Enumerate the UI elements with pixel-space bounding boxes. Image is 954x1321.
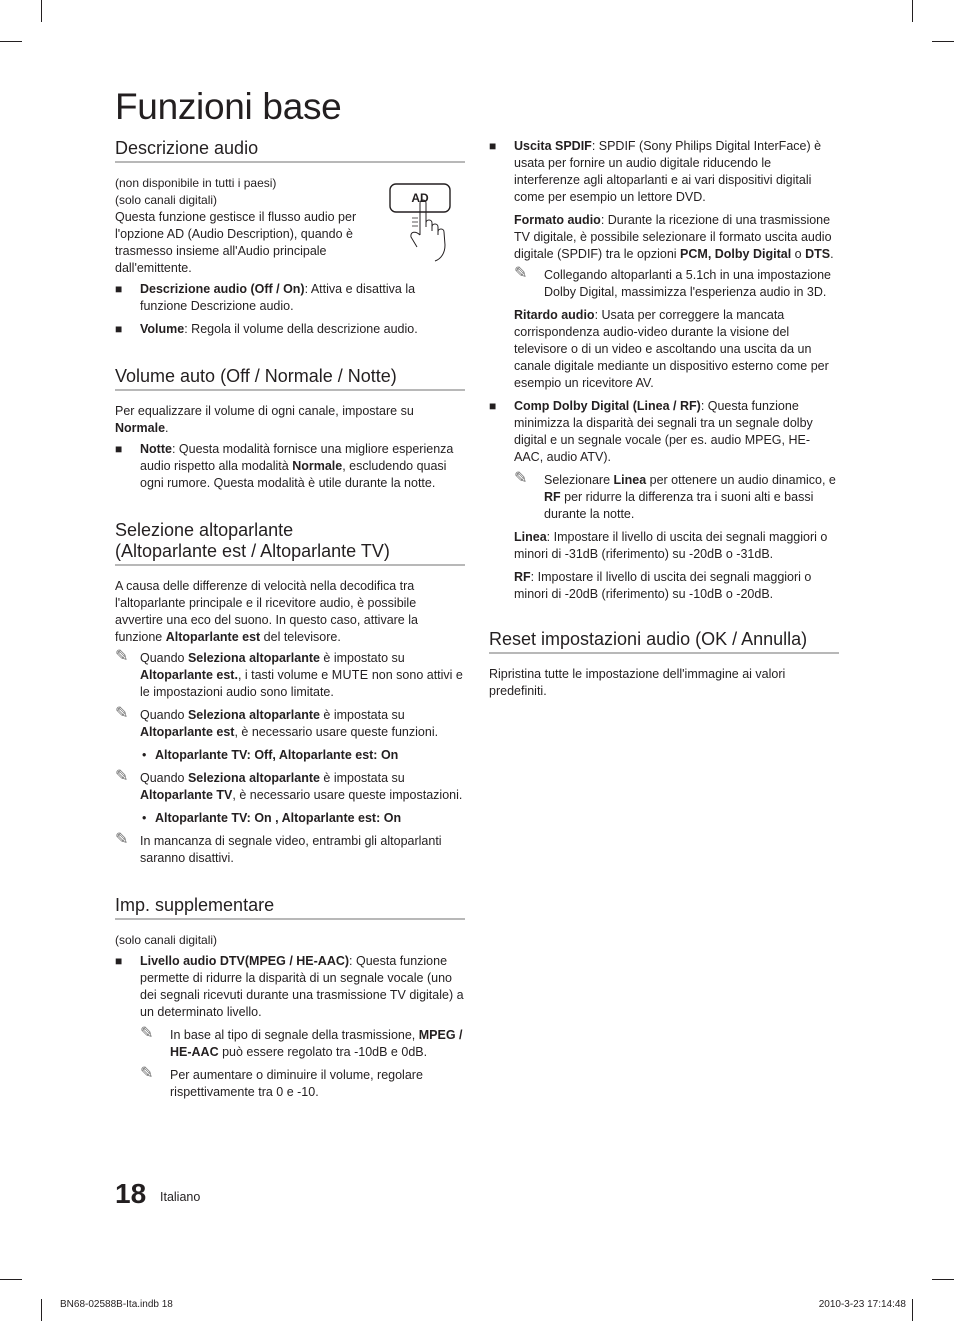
crop-mark [0, 41, 22, 42]
availability-note: (non disponibile in tutti i paesi) [115, 176, 277, 190]
bullet-label: Volume [140, 322, 185, 336]
section-volume-auto [115, 366, 465, 492]
section-imp-supplementare [115, 895, 465, 1101]
bullet-text: : Regola il volume della descrizione audio. [184, 322, 418, 336]
square-bullet-icon: ■ [489, 399, 497, 413]
pencil-note-icon: ✎ [140, 1025, 154, 1042]
bullet-item: ■ Notte: Questa modalità fornisce una migliore esperienza audio rispetto alla modalità Normale, escludendo quasi ogni rumore. Questa modalità è utile durante la notte. [115, 442, 454, 490]
pencil-note-icon: ✎ [140, 1065, 154, 1082]
note-item: ✎ Collegando altoparlanti a 5.1ch in una impostazione Dolby Digital, massimizza l'esperienza audio in 3D. [514, 265, 831, 299]
paragraph: Linea: Impostare il livello di uscita dei segnali maggiori o minori di -31dB (riferimento) su -20dB o -31dB. [514, 530, 828, 561]
intro-text: Questa funzione gestisce il flusso audio per l'opzione AD (Audio Description), quando è trasmesso insieme all'Audio principale dall'emittente. [115, 210, 357, 275]
crop-mark [912, 1299, 913, 1321]
dot-bullet-icon: • [142, 748, 147, 762]
bullet-item: ■ Uscita SPDIF: SPDIF (Sony Philips Digital InterFace) è usata per fornire un audio digitale riducendo le interferenze agli altoparlanti e ai vari dispositivi digitali come per esempio un lettore DVD. [489, 139, 822, 204]
crop-mark [41, 1299, 42, 1321]
section-reset-audio [489, 629, 839, 700]
section-heading: Descrizione audio [115, 138, 465, 163]
note-item: ✎ In mancanza di segnale video, entrambi gli altoparlanti saranno disattivi. [115, 831, 442, 865]
note-item: ✎ In base al tipo di segnale della trasmissione, MPEG / HE-AAC può essere regolato tra -10dB e 0dB. [140, 1025, 463, 1059]
note-item: ✎ Quando Seleziona altoparlante è impostata su Altoparlante est, è necessario usare queste funzioni. [115, 705, 439, 739]
dot-bullet-icon: • [142, 811, 147, 825]
square-bullet-icon: ■ [489, 139, 497, 153]
crop-mark [932, 1279, 954, 1280]
square-bullet-icon: ■ [115, 954, 123, 968]
pencil-note-icon: ✎ [115, 831, 129, 848]
left-column [115, 138, 465, 1107]
section-heading: Imp. supplementare [115, 895, 465, 920]
bullet-item: ■ Comp Dolby Digital (Linea / RF): Questa funzione minimizza la disparità dei segnali tra un segnale dolby digital e un segnale vocale (per es. audio MPEG, HE-AAC, audio ATV). [489, 399, 813, 464]
pencil-note-icon: ✎ [514, 265, 528, 282]
pencil-note-icon: ✎ [115, 648, 129, 665]
availability-note: (solo canali digitali) [115, 933, 218, 947]
bullet-item: ■ Livello audio DTV(MPEG / HE-AAC): Questa funzione permette di ridurre la disparità di un segnale vocale (uno dei segnali ricevuti durante una trasmissione TV digitale) a un determinato livello. [115, 954, 464, 1019]
crop-mark [0, 1279, 22, 1280]
right-column [489, 138, 839, 704]
print-slug-file: BN68-02588B-Ita.indb 18 [60, 1299, 173, 1310]
language-label: Italiano [160, 1190, 201, 1204]
page-number: 18 [115, 1178, 147, 1209]
note-item: ✎ Quando Seleziona altoparlante è impostato su Altoparlante est., i tasti volume e MUTE non sono attivi e le impostazioni audio sono limitate. [115, 648, 463, 699]
bullet-item [115, 281, 465, 315]
intro-text: A causa delle differenze di velocità nella decodifica tra l'altoparlante principale e il ricevitore audio, è possibile avvertire una eco del suono. In questo caso, attivare la funzione Altoparlante est del televisore. [115, 579, 418, 644]
ad-button-illustration [389, 183, 455, 263]
print-slug-date: 2010-3-23 17:14:48 [818, 1299, 906, 1310]
paragraph: RF: Impostare il livello di uscita dei segnali maggiori o minori di -20dB (riferimento) su -10dB o -20dB. [514, 570, 812, 601]
svg-text:AD: AD [411, 191, 429, 205]
bullet-label: Descrizione audio (Off / On) [140, 282, 305, 296]
note-item: ✎ Per aumentare o diminuire il volume, regolare rispettivamente tra 0 e -10. [140, 1065, 423, 1099]
section-heading: Selezione altoparlante (Altoparlante est / Altoparlante TV) [115, 520, 465, 566]
page-title: Funzioni base [115, 86, 342, 127]
bullet-item [115, 321, 465, 338]
crop-mark [912, 0, 913, 22]
paragraph: Ritardo audio: Usata per correggere la mancata corrispondenza audio-video durante la visione del televisore o di un video e ascoltando una uscita da un canale digitale mediante un dispositivo esterno come per esempio un ricevitore AV. [514, 308, 829, 390]
square-bullet-icon: ■ [115, 322, 123, 336]
pencil-note-icon: ✎ [115, 768, 129, 785]
note-item: ✎ Quando Seleziona altoparlante è impostata su Altoparlante TV, è necessario usare queste impostazioni. [115, 768, 463, 802]
section-speaker-select [115, 520, 465, 867]
availability-note: (solo canali digitali) [115, 193, 218, 207]
dot-bullet-item: • Altoparlante TV: Off, Altoparlante est: On [142, 748, 399, 762]
square-bullet-icon: ■ [115, 282, 123, 296]
paragraph: Ripristina tutte le impostazione dell'immagine ai valori predefiniti. [489, 667, 786, 698]
hand-pressing-ad-icon [389, 183, 455, 263]
note-item: ✎ Selezionare Linea per ottenere un audio dinamico, e RF per ridurre la differenza tra i suoni alti e bassi durante la notte. [514, 470, 836, 521]
dot-bullet-item: • Altoparlante TV: On , Altoparlante est: On [142, 811, 402, 825]
pencil-note-icon: ✎ [514, 470, 528, 487]
intro-text: Per equalizzare il volume di ogni canale, impostare su Normale. [115, 404, 414, 435]
square-bullet-icon: ■ [115, 442, 123, 456]
pencil-note-icon: ✎ [115, 705, 129, 722]
section-heading: Reset impostazioni audio (OK / Annulla) [489, 629, 839, 654]
bullet-text: : Attiva e disattiva la funzione Descrizione audio. [140, 282, 416, 313]
crop-mark [41, 0, 42, 22]
section-heading: Volume auto (Off / Normale / Notte) [115, 366, 465, 391]
crop-mark [932, 41, 954, 42]
paragraph: Formato audio: Durante la ricezione di una trasmissione TV digitale, è possibile selezionare il formato uscita audio digitale (SPDIF) tra le opzioni PCM, Dolby Digital o DTS. [514, 213, 834, 261]
audio-desc-intro [115, 175, 370, 277]
